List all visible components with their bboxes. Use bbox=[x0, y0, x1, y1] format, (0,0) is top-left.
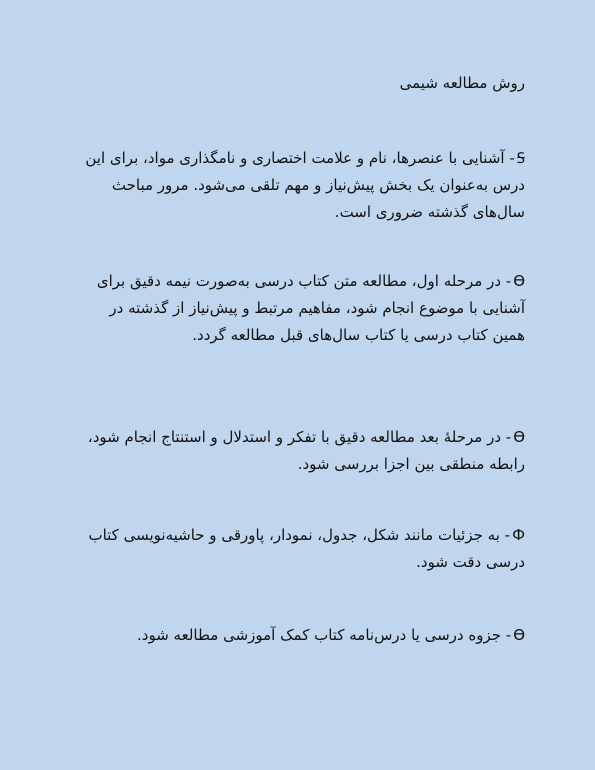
item-marker: Ꟊ bbox=[516, 149, 525, 167]
item-marker: ϴ bbox=[513, 626, 525, 644]
paragraph-5 bbox=[85, 622, 525, 649]
paragraph-text: - آشنایی با عنصرها، نام و علامت اختصاری و نامگذاری مواد، برای این درس به‌عنوان یک بخش پیش‌نیاز و مهم تلقی می‌شود. مرور مباحث سال‌های گذشته ضروری است. bbox=[85, 149, 525, 221]
paragraph-text: - در مرحلهٔ بعد مطالعه دقیق با تفکر و استدلال و استنتاج انجام شود، رابطه منطقی بین اجزا بررسی شود. bbox=[87, 428, 525, 473]
paragraph-3 bbox=[85, 424, 525, 478]
paragraph-1 bbox=[85, 145, 525, 226]
document-title: روش مطالعه شیمی bbox=[399, 74, 525, 92]
item-marker: ϴ bbox=[513, 428, 525, 446]
paragraph-text: - به جزئیات مانند شکل، جدول، نمودار، پاورقی و حاشیه‌نویسی کتاب درسی دقت شود. bbox=[88, 526, 525, 571]
paragraph-text: - جزوه درسی یا درس‌نامه کتاب کمک آموزشی مطالعه شود. bbox=[137, 626, 512, 644]
paragraph-text: - در مرحله اول، مطالعه متن کتاب درسی به‌صورت نیمه دقیق برای آشنایی با موضوع انجام شود، مفاهیم مرتبط و پیش‌نیاز از گذشته در همین کتاب درسی یا کتاب سال‌های قبل مطالعه گردد. bbox=[96, 272, 525, 344]
paragraph-2 bbox=[85, 268, 525, 349]
paragraph-4 bbox=[85, 522, 525, 576]
item-marker: Ф bbox=[512, 526, 525, 544]
item-marker: ϴ bbox=[513, 272, 525, 290]
